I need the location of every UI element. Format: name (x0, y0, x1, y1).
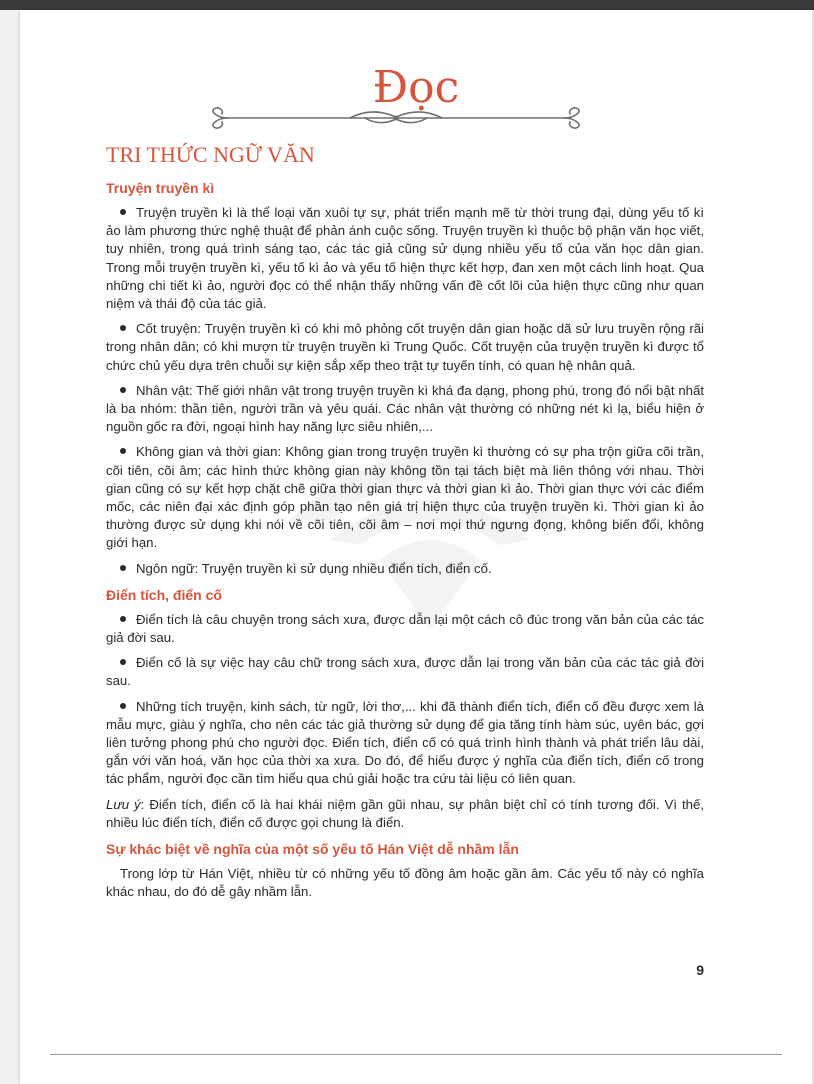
note-text: : Điển tích, điển cố là hai khái niệm gần gũi nhau, sự phân biệt chỉ có tính tương đối. Vì thế, nhiều lúc điển tích, điển cố được gọi chung là điển. (106, 796, 704, 830)
content-area (106, 138, 704, 909)
footer-divider (50, 1054, 782, 1055)
list-item: Điển cố là sự việc hay câu chữ trong sách xưa, được dẫn lại trong văn bản của các tác giả đời sau. (106, 655, 704, 689)
subsection-title-han-viet: Sự khác biệt về nghĩa của một số yếu tố Hán Việt dễ nhầm lẫn (106, 841, 519, 858)
list-item: Nhân vật: Thế giới nhân vật trong truyện truyền kì khá đa dạng, phong phú, trong đó nổi bật nhất là ba nhóm: thần tiên, người trần và yêu quái. Các nhân vật thường có những nét kì lạ, biểu hiện ở nguồn gốc ra đời, ngoại hình hay năng lực siêu nhiên,... (106, 382, 704, 435)
list-item: Không gian và thời gian: Không gian trong truyện truyền kì thường có sự pha trộn giữa cõi trần, cõi tiên, cõi âm; các hình thức không gian này không tồn tại tách biệt mà liên thông với nhau. Thời gian cũng có sự kết hợp chặt chẽ giữa thời gian thực và thời gian kì ảo. Thời gian thực với các điểm mốc, các niên đại xác định góp phần tạo nên giá trị hiện thực của truyện truyền kì. Thời gian kì ảo thường được sử dụng khi nói về cõi tiên, cõi âm – nơi mọi thứ ngưng đọng, không biến đổi, không giới hạn. (106, 444, 704, 551)
note-paragraph (106, 796, 704, 832)
list-item: Cốt truyện: Truyện truyền kì có khi mô phỏng cốt truyện dân gian hoặc dã sử lưu truyền rộng rãi trong nhân dân; có khi mượn từ truyện truyền kì Trung Quốc. Cốt truyện của truyện truyền kì được tổ chức chủ yếu dựa trên chuỗi sự kiện sắp xếp theo trật tự tuyến tính, có quan hệ nhân quả. (106, 321, 704, 373)
document-page (20, 10, 812, 1084)
list-item: Những tích truyện, kinh sách, từ ngữ, lời thơ,... khi đã thành điển tích, điển cố đều được xem là mẫu mực, giàu ý nghĩa, cho nên các tác giả thường sử dụng để gia tăng tính hàm súc, uyên bác, gợi liên tưởng phong phú cho người đọc. Điển tích, điển cố có quá trình hình thành và phát triển lâu dài, gắn với văn hoá, văn học của thời xa xưa. Do đó, để hiểu được ý nghĩa của điển tích, điển cố trong tác phẩm, người đọc cần tìm hiểu qua chú giải hoặc tra cứu tài liệu có liên quan. (106, 698, 704, 787)
decorative-ornament-icon (200, 106, 592, 132)
list-item: Ngôn ngữ: Truyện truyền kì sử dụng nhiều điển tích, điển cố. (106, 560, 704, 578)
subsection-title-truyen-truyen-ki: Truyện truyền kì (106, 180, 215, 196)
page-number: 9 (696, 962, 704, 978)
section-title: TRI THỨC NGỮ VĂN (106, 142, 315, 167)
bullet-icon (120, 616, 126, 622)
list-item: Truyện truyền kì là thể loại văn xuôi tự sự, phát triển mạnh mẽ từ thời trung đại, dùng yếu tố kì ảo làm phương thức nghệ thuật để phản ánh cuộc sống. Truyện truyền kì thuộc bộ phận văn học viết, tuy nhiên, trong quá trình sáng tạo, các tác giả cũng sử dụng nhiều yếu tố của văn học dân gian. Trong mỗi truyện truyền kì, yếu tố kì ảo và yếu tố hiện thực kết hợp, đan xen một cách linh hoạt. Qua những chi tiết kì ảo, người đọc có thể nhận thấy những vấn đề cốt lõi của hiện thực cũng như quan niệm và thái độ của tác giả. (106, 205, 704, 312)
body-paragraph: Trong lớp từ Hán Việt, nhiều từ có những yếu tố đồng âm hoặc gần âm. Các yếu tố này có nghĩa khác nhau, do đó dễ gây nhầm lẫn. (106, 866, 704, 900)
bullet-icon (120, 387, 126, 393)
list-item: Điển tích là câu chuyện trong sách xưa, được dẫn lại một cách cô đúc trong văn bản của các tác giả đời sau. (106, 611, 704, 646)
bullet-icon (120, 325, 126, 331)
bullet-icon (120, 209, 126, 215)
bullet-icon (120, 448, 126, 454)
page-title: Đọc (372, 62, 460, 113)
viewer-top-bar (0, 0, 814, 10)
bullet-icon (120, 659, 126, 665)
note-label: Lưu ý (106, 796, 141, 812)
bullet-icon (120, 703, 126, 709)
subsection-title-dien-tich-dien-co: Điển tích, điển cố (106, 586, 222, 603)
bullet-icon (120, 565, 126, 571)
